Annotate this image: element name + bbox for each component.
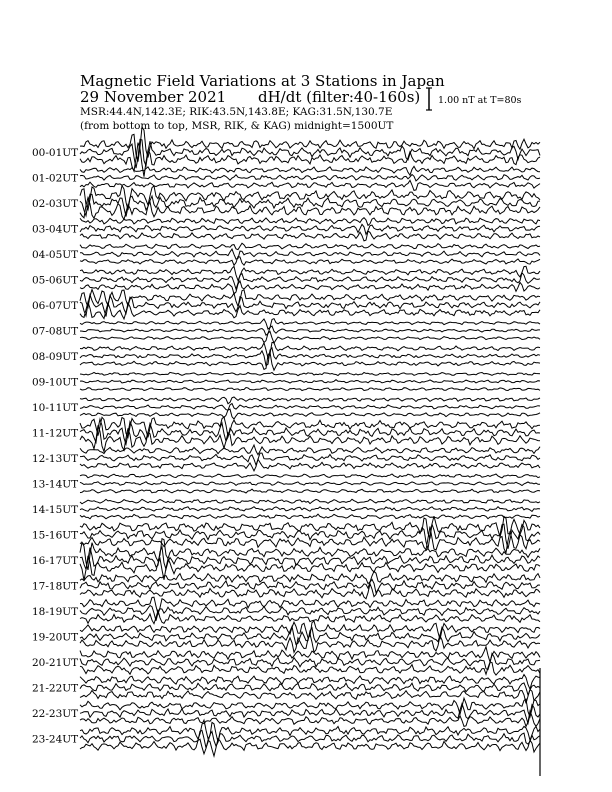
hour-label: 18-19UT — [32, 606, 79, 618]
station-order-note: (from bottom to top, MSR, RIK, & KAG) midnight=1500UT — [80, 120, 394, 132]
station-trace-kag — [80, 474, 540, 478]
hour-label: 17-18UT — [32, 580, 79, 593]
station-trace-msr — [80, 584, 540, 599]
station-trace-msr — [80, 514, 540, 519]
hour-label: 15-16UT — [32, 529, 79, 542]
hour-label: 04-05UT — [32, 249, 79, 261]
station-trace-rik — [80, 380, 540, 383]
station-trace-rik — [80, 224, 540, 234]
hour-label: 13-14UT — [32, 478, 79, 491]
station-trace-msr — [80, 409, 540, 419]
hour-row — [32, 516, 540, 553]
station-trace-rik — [80, 404, 540, 411]
hour-row — [32, 186, 540, 220]
station-trace-rik — [80, 606, 540, 621]
station-trace-msr — [80, 231, 540, 241]
station-trace-kag — [80, 397, 540, 404]
station-trace-kag — [80, 372, 540, 375]
station-trace-rik — [80, 654, 540, 670]
station-trace-msr — [80, 331, 540, 343]
station-trace-msr — [80, 388, 540, 391]
hour-label: 20-21UT — [32, 657, 79, 669]
hour-row — [32, 319, 540, 343]
hour-label: 19-20UT — [32, 631, 79, 644]
chart-title: Magnetic Field Variations at 3 Stations in Japan — [80, 72, 445, 90]
scale-bar — [426, 88, 522, 110]
station-trace-msr — [80, 690, 540, 704]
hour-label: 23-24UT — [32, 733, 79, 746]
scale-bar-label: 1.00 nT at T=80s — [438, 95, 522, 106]
hour-label: 01-02UT — [32, 172, 79, 185]
station-trace-rik — [80, 482, 540, 486]
hour-label: 07-08UT — [32, 325, 79, 338]
station-trace-kag — [80, 186, 540, 211]
station-trace-msr — [80, 739, 540, 756]
station-trace-rik — [80, 507, 540, 512]
hour-rows — [32, 127, 540, 756]
hour-label: 16-17UT — [32, 555, 79, 567]
station-trace-msr — [80, 257, 540, 266]
hour-row — [32, 218, 540, 241]
hour-row — [32, 474, 540, 493]
chart-quantity: dH/dt (filter:40-160s) — [258, 88, 421, 106]
hour-row — [32, 243, 540, 265]
chart-date: 29 November 2021 — [80, 88, 227, 106]
hour-label: 22-23UT — [32, 708, 79, 720]
station-trace-rik — [80, 175, 540, 181]
hour-label: 06-07UT — [32, 300, 79, 312]
station-trace-rik — [80, 249, 540, 259]
station-trace-kag — [80, 445, 540, 455]
station-coordinates: MSR:44.4N,142.3E; RIK:43.5N,143.8E; KAG:31.5N,130.7E — [80, 106, 393, 118]
station-trace-kag — [80, 720, 540, 742]
station-trace-rik — [80, 730, 540, 747]
station-trace-rik — [80, 453, 540, 465]
hour-label: 00-01UT — [32, 147, 79, 159]
station-trace-kag — [80, 499, 540, 504]
hour-row — [32, 571, 540, 599]
station-trace-kag — [80, 218, 540, 226]
station-trace-kag — [80, 243, 540, 249]
station-trace-msr — [80, 459, 540, 471]
hour-label: 12-13UT — [32, 453, 79, 465]
hour-label: 21-22UT — [32, 682, 79, 695]
hour-row — [32, 372, 540, 390]
hour-row — [32, 597, 540, 624]
station-trace-kag — [80, 571, 540, 583]
hour-label: 02-03UT — [32, 198, 79, 210]
hour-label: 03-04UT — [32, 223, 79, 236]
hour-label: 09-10UT — [32, 376, 79, 389]
hour-row — [32, 499, 540, 519]
hour-row — [32, 417, 540, 452]
hour-row — [32, 397, 540, 419]
hour-label: 11-12UT — [32, 427, 79, 440]
station-trace-msr — [80, 180, 540, 190]
hour-row — [32, 166, 540, 190]
hour-label: 08-09UT — [32, 351, 79, 363]
station-trace-rik — [80, 326, 540, 335]
station-trace-kag — [80, 166, 540, 175]
station-trace-msr — [80, 281, 540, 294]
hour-row — [32, 539, 540, 581]
station-trace-kag — [80, 266, 540, 280]
hour-label: 14-15UT — [32, 504, 79, 516]
station-trace-msr — [80, 489, 540, 493]
station-trace-kag — [80, 319, 540, 330]
station-trace-kag — [80, 597, 540, 614]
station-trace-msr — [80, 611, 540, 624]
hour-row — [32, 342, 540, 370]
hour-row — [32, 266, 540, 294]
hour-row — [32, 290, 540, 319]
hour-row — [32, 698, 540, 726]
hour-label: 05-06UT — [32, 274, 79, 287]
hour-label: 10-11UT — [32, 402, 79, 414]
hour-row — [32, 445, 540, 471]
hour-row — [32, 621, 540, 652]
